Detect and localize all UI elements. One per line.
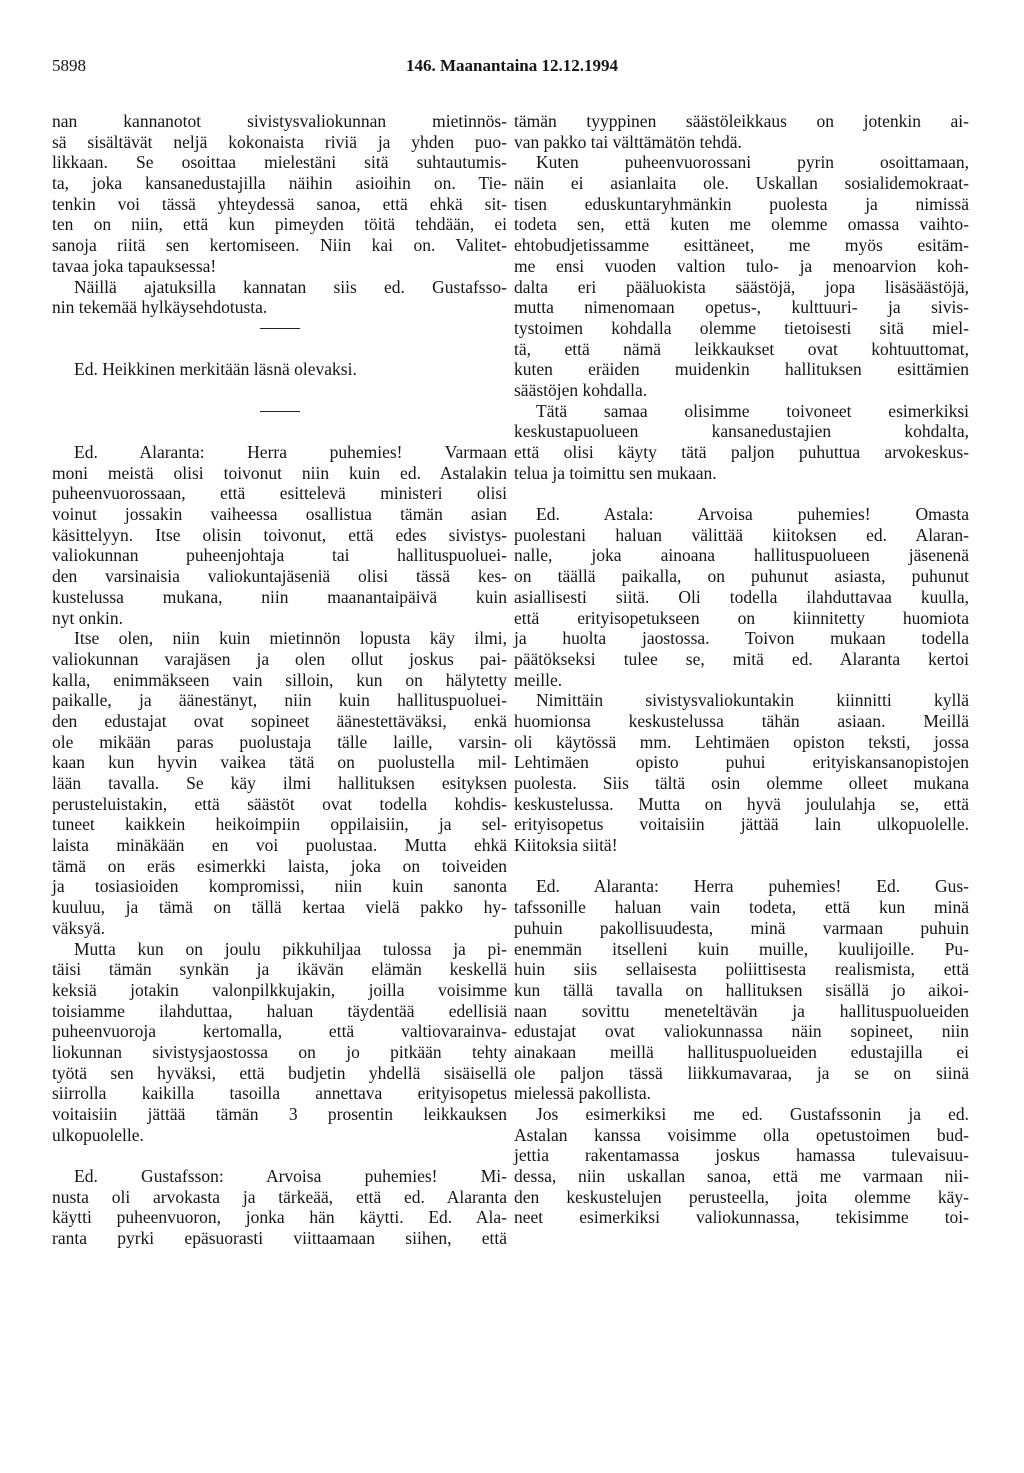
text-line: edustajat ovat valiokunnassa näin sopineet, niin [514,1021,969,1042]
text-line: Lehtimäen opisto puhui erityiskansanopistojen [514,752,969,773]
text-line: lään tavalla. Se käy ilmi hallituksen esityksen [52,773,507,793]
section-divider [52,318,507,339]
text-line: ten on niin, että kun pimeyden töitä tehdään, ei [52,214,507,235]
text-line: näin ei asianlaita ole. Uskallan sosialidemokraat- [514,173,969,194]
text-line: asiallisesti siitä. Oli todella ilahduttavaa kuulla, [514,586,969,607]
text-line: Ed. Alaranta: Herra puhemies! Ed. Gus- [536,876,969,897]
text-line: laista minäkään en voi puolustaa. Mutta ehkä [52,835,507,856]
text-line: Ed. Gustafsson: Arvoisa puhemies! Mi- [74,1166,507,1187]
left-text-column [52,111,507,1249]
text-line: den keskustelujen perusteella, joita olemme käy- [514,1186,969,1207]
text-line: den varsinaisia valiokuntajäseniä olisi tässä kes- [52,566,507,587]
text-line: tisen eduskuntaryhmänkin puolesta ja nimissä [514,193,969,214]
text-line: huin siis sellaisesta poliittisesta realismista, että [514,959,969,980]
text-line: kun tällä tavalla on hallituksen sisällä jo aikoi- [514,979,969,1000]
text-line: oli käytössä mm. Lehtimäen opiston teksti, jossa [514,731,969,752]
text-line: nin tekemää hylkäysehdotusta. [52,297,268,318]
text-line: huomionsa keskustelussa tähän asiaan. Meillä [514,710,969,731]
text-line: sanoja riitä sen kertomiseen. Niin kai on. Valitet- [52,235,507,256]
text-line: Kuten puheenvuorossani pyrin osoittamaan, [536,152,969,173]
text-line: käsittelyyn. Itse olisin toivonut, että edes sivistys- [52,524,507,545]
text-line: van pakko tai välttämätön tehdä. [514,131,742,152]
text-line: nan kannanotot sivistysvaliokunnan mietinnös- [52,111,507,131]
text-line: puolesta. Siis tältä osin olemme olleet mukana [514,773,969,793]
text-line: keskustelussa. Mutta on hyvä joululahja se, että [514,793,969,814]
text-line: paikalle, ja äänestänyt, niin kuin hallituspuoluei- [52,690,507,711]
text-line: Astalan kanssa voisimme olla opetustoimen bud- [514,1124,969,1145]
running-title: 146. Maanantaina 12.12.1994 [405,56,619,75]
text-line: valiokunnan varajäsen ja olen ollut joskus pai- [52,648,507,669]
text-line: puheenvuoroja kertomalla, että valtiovarainva- [52,1021,507,1042]
text-line: tystoimen kohdalla olemme tietoisesti sitä miel- [514,317,969,338]
right-text-column [514,111,969,1228]
text-line: perusteluistakin, että säästöt ovat todella kohdis- [52,793,507,814]
text-line: nalle, joka ainoana hallituspuolueen jäsenenä [514,545,969,566]
text-line: käytti puheenvuoron, jonka hän käytti. Ed. Ala- [52,1207,507,1228]
text-line: ole paljon tässä liikkumavaraa, ja se on siinä [514,1062,969,1083]
text-line: tämä on eräs esimerkki laista, joka on toiveiden [52,855,507,876]
text-line: tä, että nämä leikkaukset ovat kohtuuttomat, [514,338,969,359]
text-line: naan sovittu meneteltävän ja hallituspuolueiden [514,1000,969,1021]
text-line: dalta eri pääluokista säästöjä, jopa lisäsäästöjä, [514,276,969,297]
text-line: puhuin pakollisuudesta, minä varmaan puhuin [514,917,969,938]
text-line: nyt onkin. [52,607,123,628]
text-line: meille. [514,669,563,690]
text-line: Mutta kun on joulu pikkuhiljaa tulossa ja pi- [74,938,507,959]
text-line: tämän tyyppinen säästöleikkaus on jotenkin ai- [514,111,969,131]
text-line: siirrolla kaikilla tasoilla annettava erityisopetus [52,1083,507,1104]
text-line: ulkopuolelle. [52,1124,144,1145]
text-line: me ensi vuoden valtion tulo- ja menoarvion koh- [514,255,969,276]
text-line: puheenvuorossaan, että esittelevä ministeri olisi [52,483,507,504]
text-line: erityisopetus voitaisiin jättää lain ulkopuolelle. [514,814,969,835]
text-line: puolestani haluan välittää kiitoksen ed. Alaran- [514,524,969,545]
text-line: kaan kun hyvin vaikea tätä on puolustella mil- [52,752,507,773]
text-line: voinut jossakin vaiheessa osallistua tämän asian [52,504,507,525]
blank-line [514,856,969,877]
text-line: enemmän itselleni kuin muille, kuulijoille. Pu- [514,938,969,959]
text-line: Ed. Heikkinen merkitään läsnä olevaksi. [74,359,357,380]
text-line: valiokunnan puheenjohtaja tai hallituspuoluei- [52,545,507,566]
text-line: neet esimerkiksi valiokunnassa, tekisimme toi- [514,1207,969,1228]
text-line: ehtobudjetissamme esittäneet, me myös esitäm- [514,235,969,256]
text-line: kuuluu, ja tämä on tällä kertaa vielä pakko hy- [52,897,507,918]
text-line: mutta nimenomaan opetus-, kulttuuri- ja sivis- [514,297,969,318]
text-line: Näillä ajatuksilla kannatan siis ed. Gustafsso- [74,276,507,297]
text-line: tenkin voi tässä yhteydessä sanoa, että ehkä sit- [52,193,507,214]
text-line: likkaan. Se osoittaa mielestäni sitä suhtautumis- [52,152,507,173]
text-line: ja tosiasioiden kompromissi, niin kuin sanonta [52,876,507,897]
blank-line [52,421,507,442]
text-line: Nimittäin sivistysvaliokuntakin kiinnitti kyllä [536,690,969,711]
text-line: mielessä pakollista. [514,1083,652,1104]
text-line: on täällä paikalla, on puhunut asiasta, puhunut [514,566,969,587]
text-line: Itse olen, niin kuin mietinnön lopusta käy ilmi, [74,628,507,649]
blank-line [514,483,969,504]
text-line: den edustajat ovat sopineet äänestettäväksi, enkä [52,710,507,731]
text-line: ainakaan meillä hallituspuolueiden edustajilla ei [514,1041,969,1062]
text-line: Ed. Astala: Arvoisa puhemies! Omasta [536,504,969,525]
text-line: väksyä. [52,917,105,938]
text-line: että olisi käyty tätä paljon puhuttua arvokeskus- [514,442,969,462]
blank-line [52,380,507,401]
text-line: Kiitoksia siitä! [514,835,618,856]
text-line: työtä sen hyväksi, että budjetin yhdellä sisäisellä [52,1062,507,1083]
text-line: nusta oli arvokasta ja tärkeää, että ed. Alaranta [52,1186,507,1207]
text-line: todeta sen, että kuten me olemme omassa vaihto- [514,214,969,235]
text-line: ole mikään paras puolustaja tälle laille, varsin- [52,731,507,752]
blank-line [52,339,507,360]
text-line: liokunnan sivistysjaostossa on jo pitkään tehty [52,1041,507,1062]
text-line: tuneet kaikkein heikoimpiin oppilaisiin, ja sel- [52,814,507,835]
text-line: täisi tämän synkän ja ikävän elämän keskellä [52,959,507,980]
text-line: voitaisiin jättää tämän 3 prosentin leikkauksen [52,1104,507,1124]
text-line: kustelussa mukana, niin maanantaipäivä kuin [52,586,507,607]
text-line: säästöjen kohdalla. [514,379,648,400]
text-line: keksiä jotakin valonpilkkujakin, joilla voisimme [52,979,507,1000]
text-line: tavaa joka tapauksessa! [52,255,217,276]
text-line: että erityisopetukseen on kiinnitetty huomiota [514,607,969,628]
text-line: sä sisältävät neljä kokonaista riviä ja yhden puo- [52,131,507,152]
text-line: ta, joka kansanedustajilla näihin asioihin on. Tie- [52,173,507,194]
text-line: Jos esimerkiksi me ed. Gustafssonin ja ed. [536,1104,969,1124]
text-line: kalla, enimmäkseen vain silloin, kun on hälytetty [52,669,507,690]
text-line: Ed. Alaranta: Herra puhemies! Varmaan [74,442,507,462]
page-number: 5898 [52,56,86,75]
text-line: toisiamme ilahduttaa, haluan täydentää edellisiä [52,1000,507,1021]
blank-line [52,1145,507,1166]
text-line: dessa, niin uskallan sanoa, että me varmaan nii- [514,1166,969,1187]
text-line: jettia rakentamassa joskus hamassa tulevaisuu- [514,1145,969,1166]
text-line: päätökseksi tulee se, mitä ed. Alaranta kertoi [514,648,969,669]
text-line: ranta pyrki epäsuorasti viittaamaan siihen, että [52,1228,507,1249]
text-line: telua ja toimittu sen mukaan. [514,462,717,483]
text-line: ja huolta jaostossa. Toivon mukaan todella [514,628,969,649]
section-divider [52,401,507,422]
text-line: tafssonille haluan vain todeta, että kun minä [514,897,969,918]
text-line: kuten eräiden muidenkin hallituksen esittämien [514,359,969,380]
text-line: moni meistä olisi toivonut niin kuin ed. Astalakin [52,462,507,483]
text-line: Tätä samaa olisimme toivoneet esimerkiksi [536,400,969,421]
text-line: keskustapuolueen kansanedustajien kohdalta, [514,421,969,442]
